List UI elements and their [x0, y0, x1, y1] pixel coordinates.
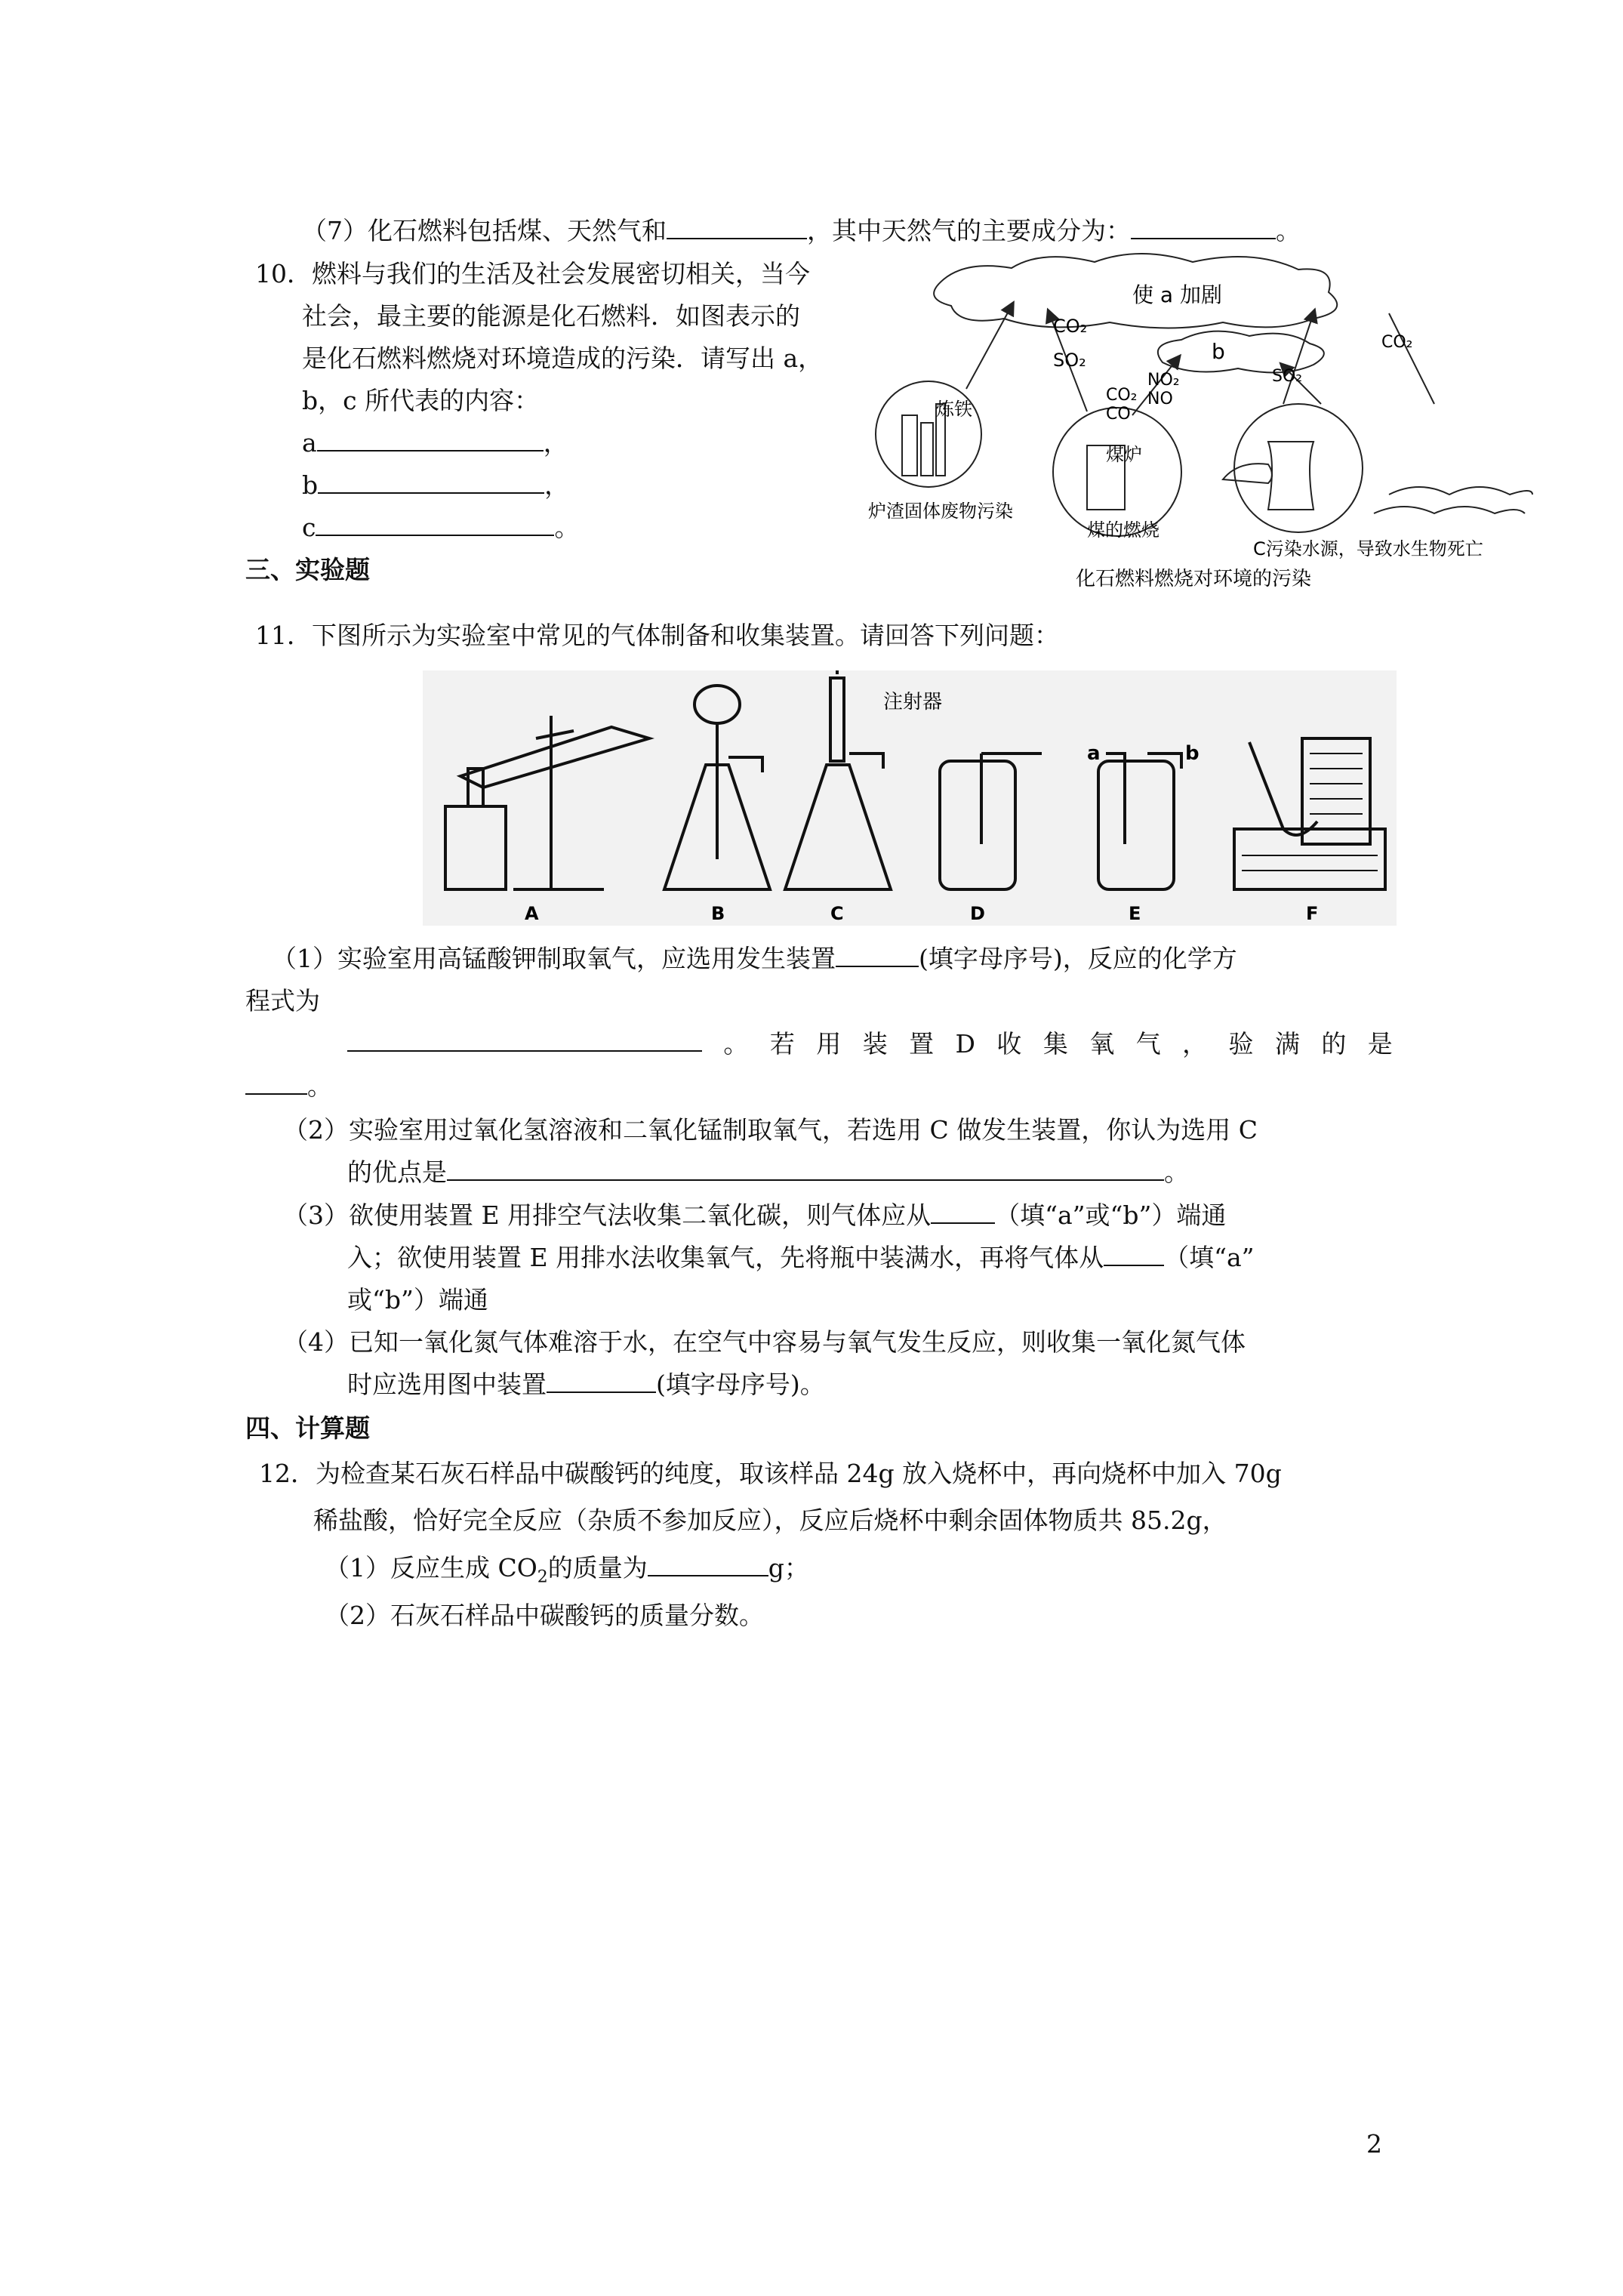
- q11-p1-line-2: 程式为: [245, 986, 320, 1015]
- pollution-figure: [861, 253, 1540, 600]
- q11-p1-w4: 置: [909, 1029, 935, 1059]
- fig-co2-right: CO₂: [1381, 333, 1413, 352]
- apparatus-syringe-label: 注射器: [883, 691, 943, 713]
- q11-p4-line-1: （4）已知一氧化氮气体难溶于水，在空气中容易与氧气发生反应，则收集一氧化氮气体: [283, 1327, 1246, 1357]
- apparatus-figure: [423, 670, 1397, 926]
- q11-p1-w8: 氧: [1089, 1029, 1115, 1059]
- q11-p1-w2: 用: [816, 1029, 842, 1059]
- fig-no2: NO₂: [1147, 371, 1180, 390]
- q12-p2: （2）石灰石样品中碳酸钙的质量分数。: [325, 1601, 764, 1630]
- q12-line-1: 12．为检查某石灰石样品中碳酸钙的纯度，取该样品 24g 放入烧杯中，再向烧杯中加入 70g: [259, 1459, 1282, 1488]
- fig-cloud-b-label: b: [1212, 339, 1225, 364]
- q11-p2-line-2: [347, 1156, 1189, 1189]
- q12-p1: [325, 1552, 809, 1595]
- q11-p3-line-3: 或“b”）端通: [347, 1285, 488, 1314]
- q11-p1-w11: 验: [1228, 1029, 1254, 1059]
- apparatus-label-d: D: [970, 903, 985, 924]
- fig-co: CO: [1106, 405, 1131, 424]
- section-3-title: 三、实验题: [245, 555, 370, 584]
- q11-p1-w13: 的: [1321, 1029, 1347, 1059]
- q11-p1-w14: 是: [1367, 1029, 1393, 1059]
- q11-p1-w3: 装: [862, 1029, 888, 1059]
- q11-p1-blank-1[interactable]: [836, 943, 919, 967]
- fig-c-caption: C污染水源，导致水生物死亡: [1253, 538, 1483, 559]
- circle-power: [1234, 404, 1363, 532]
- q7-text-3: 。: [1276, 216, 1301, 245]
- q10-label-b: b: [302, 470, 319, 500]
- fig-slag: 炉渣固体废物污染: [868, 501, 1013, 522]
- fig-co2-mid: CO₂: [1106, 386, 1138, 405]
- fig-co2-left: CO₂: [1053, 316, 1088, 337]
- q11-p4-line-2: [347, 1368, 825, 1401]
- fig-coal-burn: 煤的燃烧: [1087, 519, 1160, 541]
- q10-period-c: 。: [554, 513, 580, 542]
- q10-line-1: 10．燃料与我们的生活及社会发展密切相关，当今: [255, 259, 810, 288]
- fig-cloud-top-label: 使 a 加剧: [1132, 282, 1222, 307]
- q10-answer-c: [302, 511, 579, 544]
- q10-line-2: 社会，最主要的能源是化石燃料．如图表示的: [302, 301, 800, 331]
- q11-p4-text-1: 时应选用图中装置: [347, 1370, 547, 1399]
- q11-title: 11．下图所示为实验室中常见的气体制备和收集装置。请回答下列问题：: [255, 621, 1059, 650]
- apparatus-label-b: B: [711, 903, 725, 924]
- apparatus-port-a: a: [1087, 742, 1101, 765]
- q11-p1-w9: 气: [1135, 1029, 1161, 1059]
- q12-p1-text-1: （1）反应生成 CO: [325, 1553, 537, 1583]
- q11-p1-line-1: [272, 942, 1237, 975]
- apparatus-label-e: E: [1129, 903, 1141, 924]
- q7-line: [302, 214, 1301, 248]
- section-4-title: 四、计算题: [245, 1413, 370, 1443]
- q11-p1-text-2: (填字母序号)，反应的化学方: [919, 944, 1237, 973]
- q10-label-a: a: [302, 428, 317, 458]
- q7-blank-2[interactable]: [1131, 215, 1276, 239]
- q10-line-3: 是化石燃料燃烧对环境造成的污染．请写出 a，: [302, 344, 824, 373]
- q11-p1-w0: 。: [723, 1029, 749, 1059]
- q11-p1-w12: 满: [1274, 1029, 1300, 1059]
- q11-p4-blank[interactable]: [547, 1369, 656, 1393]
- fig-boiler: 煤炉: [1106, 444, 1142, 465]
- q11-p3-text-2: （填“a”或“b”）端通: [995, 1200, 1227, 1230]
- q11-p4-text-2: (填字母序号)。: [656, 1370, 825, 1399]
- q10-label-c: c: [302, 513, 316, 542]
- q11-p2-line-1: （2）实验室用过氧化氢溶液和二氧化锰制取氧气，若选用 C 做发生装置，你认为选用 C: [283, 1115, 1258, 1145]
- q11-p1-w6: 收: [996, 1029, 1022, 1059]
- q11-p3-text-3: 入；欲使用装置 E 用排水法收集氧气，先将瓶中装满水，再将气体从: [347, 1243, 1104, 1272]
- q11-p3-blank-1[interactable]: [931, 1200, 995, 1224]
- fig-no: NO: [1147, 390, 1173, 408]
- apparatus-label-c: C: [830, 903, 844, 924]
- q11-p1-w5: D: [955, 1029, 975, 1059]
- q10-answer-a: [302, 427, 568, 460]
- cloud-right: [1389, 487, 1532, 495]
- fig-caption: 化石燃料燃烧对环境的污染: [1076, 568, 1312, 590]
- q11-p2-blank[interactable]: [447, 1157, 1164, 1181]
- q11-p1-blank-equation[interactable]: [347, 1028, 702, 1052]
- q11-p3-blank-2[interactable]: [1104, 1242, 1164, 1266]
- q7-text-2: ，其中天然气的主要成分为：: [807, 216, 1131, 245]
- circle-boiler: [1053, 408, 1181, 536]
- q11-p3-text-4: （填“a”: [1164, 1243, 1255, 1272]
- q11-p3-line-2: [347, 1241, 1255, 1274]
- q11-p3-text-1: （3）欲使用装置 E 用排空气法收集二氧化碳，则气体应从: [283, 1200, 932, 1230]
- fig-ironworks: 炼铁: [936, 399, 972, 420]
- q11-p1-text-1: （1）实验室用高锰酸钾制取氧气，应选用发生装置: [272, 944, 836, 973]
- fig-so2-left: SO₂: [1053, 350, 1086, 371]
- q11-p1-line-3: [347, 1028, 1393, 1061]
- q7-text-1: （7）化石燃料包括煤、天然气和: [302, 216, 667, 245]
- q11-p1-w7: 集: [1042, 1029, 1068, 1059]
- q10-blank-b[interactable]: [318, 470, 544, 494]
- q12-line-2: 稀盐酸，恰好完全反应（杂质不参加反应），反应后烧杯中剩余固体物质共 85.2g，: [313, 1505, 1227, 1535]
- apparatus-label-a: A: [525, 903, 539, 924]
- fig-so2-right: SO₂: [1272, 367, 1303, 386]
- q10-comma-a: ，: [543, 428, 568, 458]
- q11-p1-blank-check[interactable]: [245, 1071, 307, 1095]
- q11-p2-text: 的优点是: [347, 1157, 447, 1187]
- circle-ironworks: [876, 381, 981, 487]
- q11-p1-w1: 若: [769, 1029, 795, 1059]
- q11-p1-line-4: [245, 1070, 332, 1103]
- q11-p2-end: 。: [1164, 1157, 1189, 1187]
- q12-p1-blank[interactable]: [648, 1552, 768, 1576]
- apparatus-port-b: b: [1185, 742, 1200, 765]
- q12-p1-text-3: g；: [768, 1553, 809, 1583]
- cloud-right-2: [1374, 507, 1525, 513]
- q11-p3-line-1: [283, 1199, 1226, 1232]
- apparatus-label-f: F: [1306, 903, 1319, 924]
- q10-comma-b: ，: [544, 470, 570, 500]
- page-number: 2: [1366, 2129, 1382, 2159]
- q12-p1-subscript: 2: [537, 1567, 548, 1587]
- q12-p1-text-2: 的质量为: [547, 1553, 648, 1583]
- q11-p1-end: 。: [307, 1071, 332, 1101]
- q11-p1-w10: ，: [1182, 1029, 1208, 1059]
- q10-answer-b: [302, 469, 569, 502]
- q10-blank-c[interactable]: [316, 512, 554, 536]
- q7-blank-1[interactable]: [667, 215, 807, 239]
- q10-line-4: b，c 所代表的内容：: [302, 386, 540, 415]
- q10-blank-a[interactable]: [317, 427, 544, 451]
